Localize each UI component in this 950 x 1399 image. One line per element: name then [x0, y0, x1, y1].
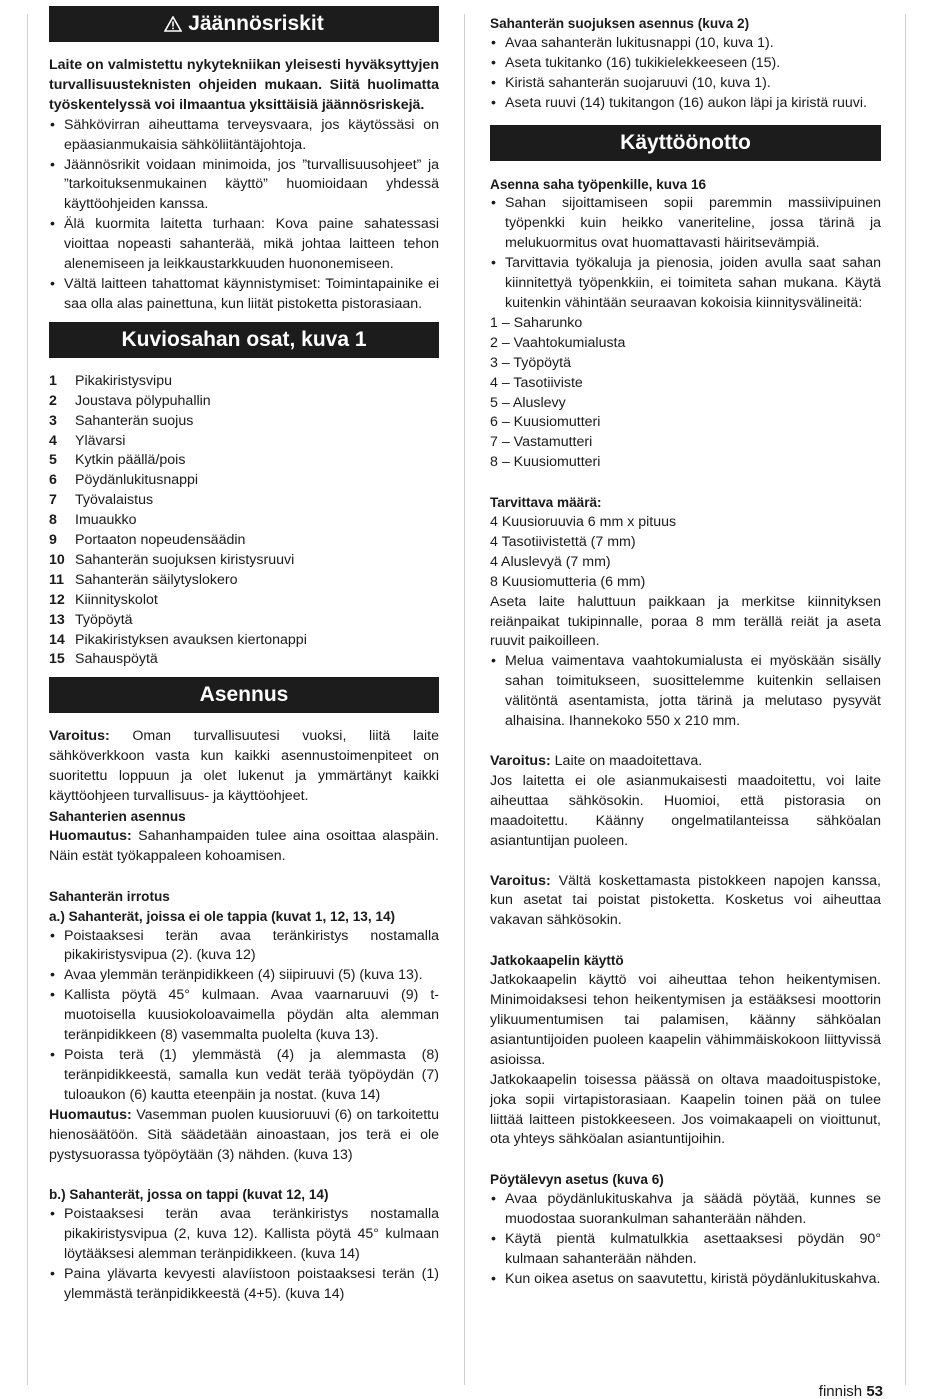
section-bar-parts — [49, 322, 439, 358]
list-item: • Kallista pöytä 45° kulmaan. Avaa vaarnaruuvi (9) t-muotoisella kuusiokoloavaimella pöydän alta alemman teränpidikkeen (8) vasemmalta puolelta (kuva 13). — [49, 986, 439, 1046]
list-item: • Melua vaimentava vaahtokumialusta ei myöskään sisälly sahan toimitukseen, suosittelemme kuitenkin sellaisen välitöntä asentamista, jotta tärinä ja melutaso pysyvät alhaisina. Ihannekoko 550 x 210 mm. — [490, 652, 881, 732]
list-item — [49, 631, 439, 651]
list-item: 4 – Tasotiiviste — [490, 374, 583, 391]
list-item: 8 Kuusiomutteria (6 mm) — [490, 573, 646, 590]
guard-list — [490, 34, 881, 114]
parts-heading: Kuviosahan osat, kuva 1 — [121, 327, 367, 351]
list-item — [49, 471, 439, 491]
list-item: • Avaa pöydänlukituskahva ja säädä pöytää, kunnes se muodostaa suorankulman sahanterään nähden. — [490, 1190, 881, 1230]
list-item: • Aseta ruuvi (14) tukitangon (16) aukon läpi ja kiristä ruuvi. — [490, 94, 881, 114]
quantity-note-list — [490, 652, 881, 732]
list-item — [49, 451, 439, 471]
warning-label: Varoitus: — [490, 753, 551, 769]
removal-a-heading: a.) Sahanterät, joissa ei ole tappia (kuvat 1, 12, 13, 14) — [49, 908, 396, 924]
commissioning-heading: Käyttöönotto — [620, 130, 751, 154]
section-bar-commissioning — [490, 125, 881, 161]
list-item: • Aseta tukitanko (16) tukikielekkeeseen (15). — [490, 54, 881, 74]
part-number: 10 — [49, 551, 65, 568]
part-label: Sahanterän suojuksen kiristysruuvi — [75, 551, 295, 568]
list-item: 5 – Aluslevy — [490, 394, 566, 411]
list-item: • Käytä pientä kulmatulkkia asettaaksesi pöydän 90° kulmaan sahanterään nähden. — [490, 1230, 881, 1270]
part-number: 4 — [49, 432, 57, 449]
list-item: • Kun oikea asetus on saavutettu, kiristä pöydänlukituskahva. — [490, 1270, 881, 1290]
quantity-list — [490, 513, 881, 593]
part-number: 9 — [49, 532, 57, 549]
right-margin-rule — [905, 14, 906, 1385]
list-item: 7 – Vastamutteri — [490, 434, 593, 451]
part-number: 7 — [49, 492, 57, 509]
part-label: Ylävarsi — [75, 432, 126, 449]
part-number: 1 — [49, 372, 57, 389]
part-label: Työpöytä — [75, 611, 133, 628]
blades-heading: Sahanterien asennus — [49, 809, 186, 824]
part-label: Kiinnityskolot — [75, 591, 158, 608]
removal-heading: Sahanterän irrotus — [49, 888, 170, 904]
list-item: • Paina ylävarta kevyesti alavíistoon poistaaksesi terän (1) ylemmästä teränpidikkeestä (4+5). (kuva 14) — [49, 1265, 439, 1305]
removal-a-list — [49, 927, 439, 1106]
list-item: • Jäännösrikit voidaan minimoida, jos ”turvallisuusohjeet” ja ”tarkoituksenmukainen käyttö” huomioidaan yhdessä käyttöohjeiden kanssa. — [49, 156, 439, 216]
mount-list — [490, 194, 881, 313]
list-item: 6 – Kuusiomutteri — [490, 414, 601, 431]
assembly-heading: Asennus — [199, 683, 289, 707]
part-number: 12 — [49, 591, 65, 608]
list-item — [49, 650, 439, 670]
list-item: • Poista terä (1) ylemmästä (4) ja alemmasta (8) teränpidikkeestä, samalla kun vedät terää työpöydän (7) tuloaukon (6) kautta eteenpäin ja nostat. (kuva 14) — [49, 1046, 439, 1106]
footer-language: finnish — [818, 1383, 863, 1399]
part-number: 15 — [49, 651, 65, 668]
page-number: 53 — [866, 1383, 883, 1399]
section-bar-residual-risks — [49, 6, 439, 42]
warning-label: Varoitus: — [490, 872, 551, 889]
list-item: • Sähkövirran aiheuttama terveysvaara, jos käytössäsi on epäasianmukaisia sähköliitäntäjohtoja. — [49, 116, 439, 156]
list-item: 4 Aluslevyä (7 mm) — [490, 553, 611, 570]
note-label: Huomautus: — [49, 827, 132, 844]
part-label: Joustava pölypuhallin — [75, 392, 211, 409]
table-setting-heading: Pöytälevyn asetus (kuva 6) — [490, 1172, 664, 1188]
part-number: 6 — [49, 472, 57, 489]
part-number: 8 — [49, 512, 57, 529]
extension-heading: Jatkokaapelin käyttö — [490, 953, 624, 969]
list-item — [49, 611, 439, 631]
list-item: 4 Tasotiivistettä (7 mm) — [490, 533, 636, 550]
column-divider — [464, 14, 465, 1385]
list-item: • Tarvittavia työkaluja ja pienosia, joiden avulla saat sahan kiinnitettyä työpenkkiin, ei toimiteta sahan mukana. Käytä kuitenkin vähintään seuraavan kokoisia kiinnitysvälineitä: — [490, 254, 881, 314]
list-item: • Älä kuormita laitetta turhaan: Kova paine sahatessasi vioittaa nopeasti sahanterää, mikä johtaa laitteen tehon alenemiseen ja leikkaustarkkuuden huononemiseen. — [49, 215, 439, 275]
grounding-warning — [490, 752, 881, 772]
list-item: 4 Kuusioruuvia 6 mm x pituus — [490, 514, 677, 531]
part-label: Sahanterän säilytyslokero — [75, 571, 238, 588]
extension-text-1: Jatkokaapelin käyttö voi aiheuttaa tehon heikentymisen. Minimoidaksesi tehon heikentymisen ja estääksesi moottorin ylikuumentumisen tai palamisen, käänny sähköalan asiantuntijoiden puoleen kaapelin vähimmäiskokoon liittyvissä asioissa. — [490, 972, 881, 1068]
list-item — [49, 432, 439, 452]
list-item: • Poistaaksesi terän avaa teränkiristys nostamalla pikakiristysvipua (2, kuva 12). Kallista pöytä 45° kulmaan löytääksesi alemman teränpidikkeen. (kuva 14) — [49, 1205, 439, 1265]
assembly-note — [49, 827, 439, 867]
list-item: • Avaa sahanterän lukitusnappi (10, kuva 1). — [490, 34, 881, 54]
part-label: Portaaton nopeudensäädin — [75, 532, 246, 549]
page-footer — [819, 1382, 883, 1399]
warning-triangle-icon — [164, 16, 182, 32]
list-item — [49, 511, 439, 531]
section-bar-assembly — [49, 677, 439, 713]
left-column — [49, 6, 439, 1305]
quantity-text: Aseta laite haluttuun paikkaan ja merkitse kiinnityksen reiänpaikat tukipinnalle, poraa 8 mm terällä reiät ja aseta ruuvit paikoilleen. — [490, 593, 881, 650]
parts-list — [49, 372, 439, 671]
mount-heading: Asenna saha työpenkille, kuva 16 — [490, 176, 707, 192]
part-label: Kytkin päällä/pois — [75, 452, 186, 469]
quantity-heading: Tarvittava määrä: — [490, 495, 602, 511]
note-label: Huomautus: — [49, 1106, 132, 1123]
list-item: • Sahan sijoittamiseen sopii paremmin massiivipuinen työpenkki kuin heikko vaneriteline, jossa tärinä ja melukuormitus ovat huomattavasti häiritsevämpiä. — [490, 194, 881, 254]
plug-warning — [490, 872, 881, 932]
list-item: 3 – Työpöytä — [490, 354, 571, 371]
part-label: Pikakiristyksen avauksen kiertonappi — [75, 631, 307, 648]
part-number: 2 — [49, 392, 57, 409]
removal-b-heading: b.) Sahanterät, jossa on tappi (kuvat 12, 14) — [49, 1187, 329, 1203]
part-number: 11 — [49, 571, 64, 588]
list-item — [49, 372, 439, 392]
part-label: Sahauspöytä — [75, 651, 158, 668]
list-item: • Vältä laitteen tahattomat käynnistymiset: Toimintapainike ei saa olla alas painettuna, kun liität pistoketta pistorasiaan. — [49, 275, 439, 315]
part-label: Imuaukko — [75, 512, 137, 529]
list-item — [49, 412, 439, 432]
warning-text: Laite on maadoitettava. — [550, 753, 703, 769]
extension-text-2: Jatkokaapelin toisessa päässä on oltava maadoituspistoke, joka sopii virtapistorasiaan. Kaapelin toinen pää on tulee liittää laitteen pistokkeeseen. Jos voimakaapeli on vioittunut, ota yhteys sähköalan asiantuntijoihin. — [490, 1071, 881, 1148]
list-item — [49, 531, 439, 551]
assembly-warning — [49, 727, 439, 807]
fastener-list — [490, 314, 881, 473]
part-label: Pöydänlukitusnappi — [75, 472, 199, 489]
list-item: 2 – Vaahtokumialusta — [490, 334, 626, 351]
list-item — [49, 551, 439, 571]
part-number: 14 — [49, 631, 65, 648]
assembly-note-2 — [49, 1106, 439, 1166]
left-margin-rule — [27, 14, 28, 1385]
warning-text: Oman turvallisuutesi vuoksi, liitä laite sähköverkkoon vasta kun kaikki asennustoimenpiteet on suoritettu loppuun ja olet lukenut ja ymmärtänyt kaikki käyttöohjeen turvallisuus- ja käyttöohjeet. — [49, 728, 439, 805]
list-item — [49, 571, 439, 591]
part-number: 13 — [49, 611, 65, 628]
list-item — [49, 392, 439, 412]
list-item — [49, 491, 439, 511]
list-item — [49, 591, 439, 611]
part-label: Sahanterän suojus — [75, 412, 194, 429]
list-item: 1 – Saharunko — [490, 314, 583, 331]
removal-b-list — [49, 1205, 439, 1305]
residual-risks-heading: Jäännösriskit — [188, 12, 324, 35]
right-column — [490, 14, 881, 1290]
list-item: • Kiristä sahanterän suojaruuvi (10, kuva 1). — [490, 74, 881, 94]
part-number: 5 — [49, 452, 57, 469]
warning-label: Varoitus: — [49, 728, 110, 745]
part-number: 3 — [49, 412, 57, 429]
table-setting-list — [490, 1190, 881, 1290]
guard-heading: Sahanterän suojuksen asennus (kuva 2) — [490, 16, 750, 31]
note-text: Sahanhampaiden tulee aina osoittaa alaspäin. Näin estät työkappaleen kohoamisen. — [49, 827, 439, 864]
note-text: Vasemman puolen kuusioruuvi (6) on tarkoitettu hienosäätöön. Sitä säädetään ainoastaan, jos terä ei ole pystysuorassa työpöytään (3) nähden. (kuva 13) — [49, 1106, 439, 1163]
list-item: 8 – Kuusiomutteri — [490, 454, 601, 471]
part-label: Pikakiristysvipu — [75, 372, 172, 389]
grounding-text: Jos laitetta ei ole asianmukaisesti maadoitettu, voi laite aiheuttaa sähkösokin. Huomioi, että pistorasia on maadoitettu. Käänny ongelmatilanteissa sähköalan asiantuntijan puoleen. — [490, 772, 881, 849]
residual-risks-list — [49, 116, 439, 315]
warning-text: Vältä koskettamasta pistokkeen napojen kanssa, kun asetat tai poistat pistoketta. Kosketus voi aiheuttaa vakavan sähkösokin. — [490, 872, 881, 929]
residual-risks-intro: Laite on valmistettu nykytekniikan yleisesti hyväksyttyjen turvallisuusteknisten ohjeiden mukaan. Siitä huolimatta työskentelyssä voi ilmaantua yksittäisiä jäännösriskejä. — [49, 57, 439, 113]
list-item: • Avaa ylemmän teränpidikkeen (4) siipiruuvi (5) (kuva 13). — [49, 966, 439, 986]
list-item: • Poistaaksesi terän avaa teränkiristys nostamalla pikakiristysvipua (2). (kuva 12) — [49, 927, 439, 967]
part-label: Työvalaistus — [75, 492, 154, 509]
